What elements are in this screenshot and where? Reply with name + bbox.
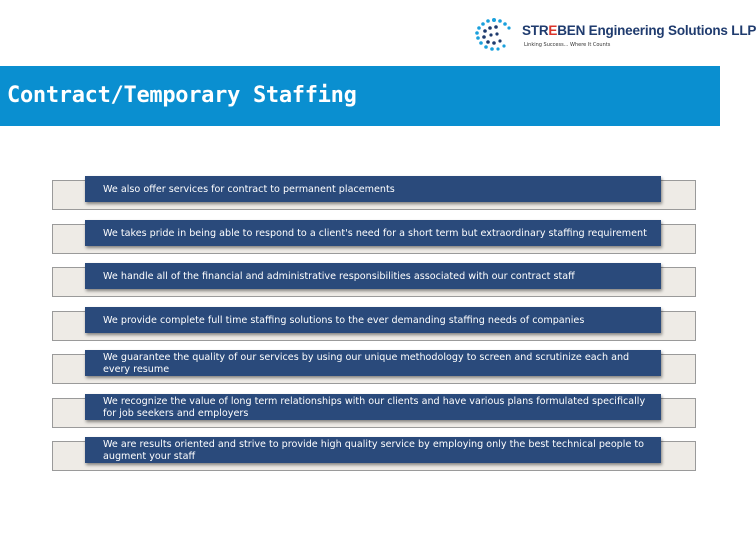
list-item [52, 350, 696, 384]
list-item-text: We provide complete full time staffing solutions to the ever demanding staffing needs of companies [103, 315, 585, 326]
list-item [52, 220, 696, 254]
list-item-box [85, 220, 661, 246]
list-item-text: We guarantee the quality of our services by using our unique methodology to screen and scrutinize each and every resume [103, 352, 630, 375]
title-bar [0, 66, 720, 126]
list-item-text: We recognize the value of long term relationships with our clients and have various plans formulated specifically for job seekers and employers [103, 396, 646, 419]
list-item-box [85, 437, 661, 463]
page-title: Contract/Temporary Staffing [7, 83, 357, 108]
list-item-text: We takes pride in being able to respond to a client's need for a short term but extraordinary staffing requirement [103, 228, 647, 239]
list-item-box [85, 307, 661, 333]
company-logo [470, 14, 756, 54]
list-item-box [85, 176, 661, 202]
company-tagline: Linking Success... Where It Counts [524, 42, 611, 48]
list-item-box [85, 350, 661, 376]
list-item-box [85, 263, 661, 289]
list-item [52, 437, 696, 471]
list-item-box [85, 394, 661, 420]
dotted-globe-icon [470, 16, 518, 52]
list-item-text: We also offer services for contract to permanent placements [103, 184, 395, 195]
company-name: STREBEN Engineering Solutions LLP [522, 23, 756, 38]
list-item [52, 394, 696, 428]
list-item [52, 263, 696, 297]
list-item-text: We are results oriented and strive to provide high quality service by employing only the best technical people to augment your staff [103, 439, 645, 462]
list-item [52, 176, 696, 210]
list-item-text: We handle all of the financial and administrative responsibilities associated with our contract staff [103, 271, 575, 282]
list-item [52, 307, 696, 341]
